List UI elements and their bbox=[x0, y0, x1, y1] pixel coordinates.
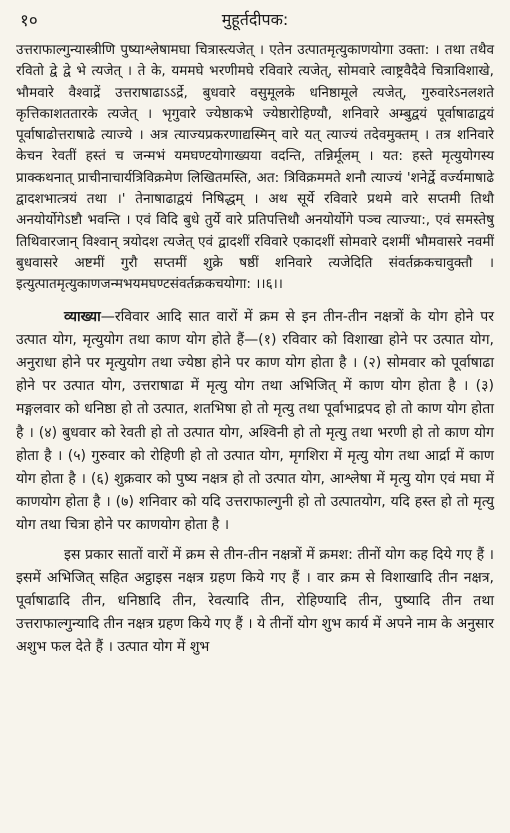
commentary-paragraph-1-text: —रविवार आदि सात वारों में क्रम से इन तीन-तीन नक्षत्रों के योग होने पर उत्पात योग, मृत्युयोग तथा काण योग होते हैं—(१) रविवार को विशाखा होने पर उत्पात योग, अनुराधा होने पर मृत्युयोग तथा ज्येष्ठा होने पर काण योग होता है । (२) सोमवार को पूर्वाषाढा होने पर उत्पात योग, उत्तराषाढा में मृत्यु योग तथा अभिजित् में काण योग होता है । (३) मङ्गलवार को धनिष्ठा हो तो उत्पात, शतभिषा हो तो मृत्यु तथा पूर्वाभाद्रपद हो तो काण योग होता है । (४) बुधवार को रेवती हो तो उत्पात योग, अश्विनी हो तो मृत्यु तथा भरणी हो तो काण योग होता है । (५) गुरुवार को रोहिणी हो तो उत्पात योग, मृगशिरा में मृत्यु योग तथा आर्द्रा में काण योग होता है । (६) शुक्रवार को पुष्य नक्षत्र हो तो उत्पात योग, आश्लेषा में मृत्यु योग एवं मघा में काणयोग होता है । (७) शनिवार को यदि उत्तराफाल्गुनी हो तो उत्पातयोग, यदि हस्त हो तो मृत्यु योग तथा चित्रा होने पर काणयोग होता है । bbox=[16, 308, 494, 534]
sanskrit-verse-text: उत्तराफाल्गुन्यास्त्रीणि पुष्याश्लेषामघा चित्रास्त्यजेत् । एतेन उत्पातमृत्युकाणयोगा उक्ता: । तथा तथैव रवितो द्वे द्वे भे त्यजेत् । ते के, यममघे भरणीमघे रविवारे त्यजेत्, सोमवारे त्वाष्ट्रवैदैवे चित्राविशाखे, भौमवारे वैश्वाद्रें उत्तराषाढाऽऽर्द्रे, बुधवारे वसुमूलके धनिष्ठामूले त्यजेत्, गुरुवारेऽनलशते कृत्तिकाशततारके त्यजेत् । भृगुवारे ज्येष्ठाकभे ज्येष्ठारोहिण्यौ, शनिवारे अम्बुद्वयं पूर्वाषाढाद्वयं पूर्वाषाढोत्तराषाढे त्याज्ये । अत्र त्याज्यप्रकरणाद्यस्मिन् वारे यत् त्याज्यं तदेवमुक्तम् । तत्र शनिवारे केचन रेवतीं हस्तं च जन्मभं यमघण्टयोगाख्यया वदन्ति, तन्निर्मूलम् । यत: हस्ते मृत्युयोगस्य प्राक्कथनात् प्राचीनाचार्यत्रिविक्रमेण लिखितमस्ति, अत: त्रिविक्रममते शनौ त्याज्यं 'शनेर्द्वे वर्ज्यमाषाढे द्वादशभात्त्रयं तथा ।' तेनाषाढाद्वयं निषिद्धम् । अथ सूर्ये रविवारे प्रथमे वारे सप्तमी तिथौ अनयोर्योगेऽष्टौ भवन्ति । एवं विदि बुधे तुर्ये वारे प्रतिपत्तिथौ अनयोर्योगे पञ्च त्याज्या:, एवं समस्तेषु तिथिवारजान् विश्वान् त्रयोदश त्यजेत् एवं द्वादशीं रविवारे एकादशीं सोमवारे दशमीं भौमवासरे नवमीं बुधवासरे अष्टमीं गुरौ सप्तमीं शुक्रे षष्ठीं शनिवारे त्यजेदिति संवर्तक्रकचावुक्तौ । इत्युत्पातमृत्युकाणजन्मभयमघण्टसंवर्तक्रकचयोगा: ।।६।। bbox=[16, 42, 494, 293]
commentary-paragraph bbox=[16, 306, 494, 538]
page-number: १० bbox=[20, 11, 38, 31]
commentary-paragraph-2: इस प्रकार सातों वारों में क्रम से तीन-तीन नक्षत्रों में क्रमश: तीनों योग कह दिये गए हैं । इसमें अभिजित् सहित अट्ठाइस नक्षत्र ग्रहण किये गए हैं । वार क्रम से विशाखादि तीन नक्षत्र, पूर्वाषाढादि तीन, धनिष्ठादि तीन, रेवत्यादि तीन, रोहिण्यादि तीन, पुष्यादि तीन तथा उत्तराफाल्गुन्यादि तीन नक्षत्र ग्रहण किये गए हैं । ये तीनों योग शुभ कार्य में अपने नाम के अनुसार अशुभ फल देते हैं । उत्पात योग में शुभ bbox=[16, 546, 494, 656]
running-title: मुहूर्तदीपक: bbox=[221, 10, 289, 29]
commentary-label: व्याख्या bbox=[64, 308, 101, 325]
page-header bbox=[16, 6, 494, 32]
